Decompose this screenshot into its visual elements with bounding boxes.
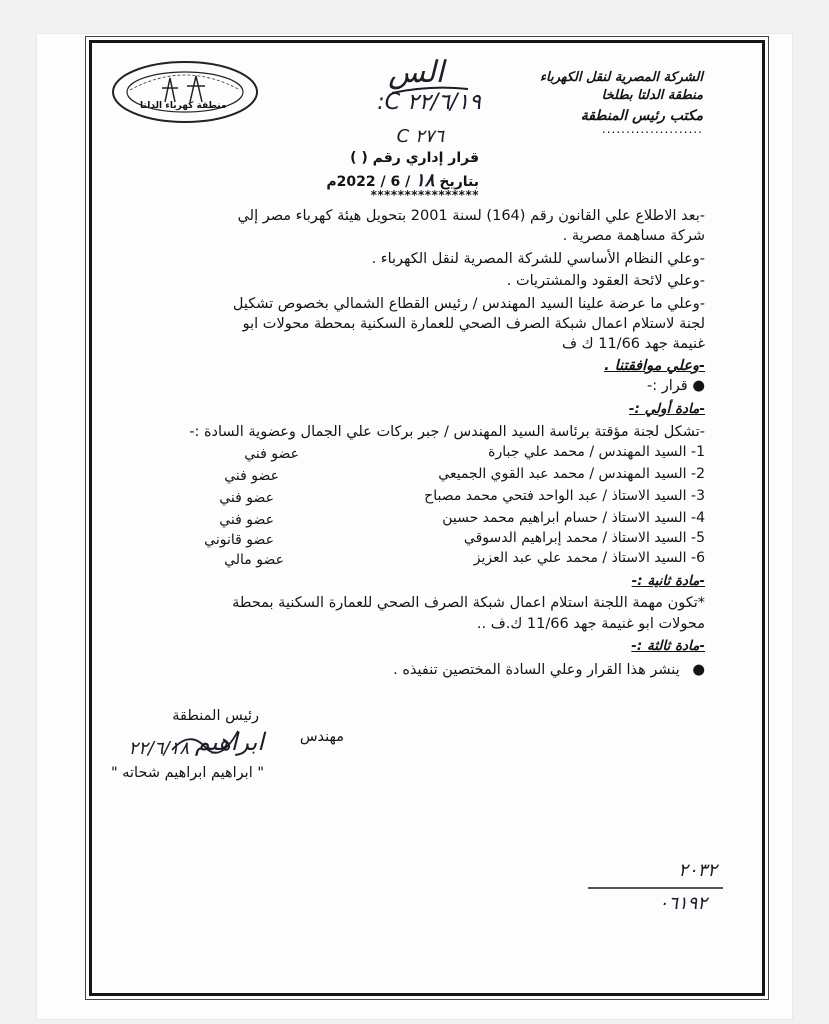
handwritten-ref-prefix: C <box>396 126 410 147</box>
decision-date-rest: / 6 / 2022م <box>326 174 411 190</box>
article1-intro: -تشكل لجنة مؤقتة برئاسة السيد المهندس / جبر بركات علي الجمال وعضوية السادة :- <box>189 424 705 440</box>
article1-heading: -مادة أولي :- <box>628 401 705 417</box>
signature-date: ٢٢/٦/١٨ <box>128 738 189 759</box>
office-name: مكتب رئيس المنطقة <box>580 108 703 124</box>
handwritten-ref-number: ٢٧٦ <box>414 126 444 147</box>
decision-title: قرار إداري رقم ( ) <box>350 150 479 166</box>
signature-name: " ابراهيم ابراهيم شحاته " <box>110 765 264 781</box>
preamble-line-3: -وعلي النظام الأساسي للشركة المصرية لنقل الكهرباء . <box>371 251 705 267</box>
member-2-role: عضو فني <box>224 468 279 484</box>
member-3-name: 3- السيد الاستاذ / عبد الواحد فتحي محمد مصباح <box>424 488 705 504</box>
handwritten-date-value: ٢٢/٦/١٩ <box>407 90 481 115</box>
member-5-name: 5- السيد الاستاذ / محمد إبراهيم الدسوقي <box>463 530 705 546</box>
decided-text: قرار :- <box>647 378 688 394</box>
region-name: منطقة الدلتا بطلخا <box>601 88 703 103</box>
signature-title: رئيس المنطقة <box>172 708 259 724</box>
bullet-icon: ● <box>692 662 705 678</box>
handwritten-date-prefix: C: <box>377 90 401 115</box>
member-5-role: عضو قانوني <box>204 532 274 548</box>
article3-text <box>393 660 705 680</box>
preamble-line-4: -وعلي لائحة العقود والمشتريات . <box>506 273 705 289</box>
footer-line <box>588 885 723 891</box>
company-stamp <box>110 60 260 125</box>
preamble-line-1: -بعد الاطلاع علي القانون رقم (164) لسنة 2001 بتحويل هيئة كهرباء مصر إلي <box>237 208 705 224</box>
company-name: الشركة المصرية لنقل الكهرباء <box>539 70 703 85</box>
member-2-name: 2- السيد المهندس / محمد عبد القوي الجميعي <box>438 466 705 482</box>
article2-text-line-2: محولات ابو غنيمة جهد 11/66 ك.ف .. <box>476 616 705 632</box>
article2-text-line-1: *تكون مهمة اللجنة استلام اعمال شبكة الصرف الصحي للعمارة السكنية بمحطة <box>232 595 705 611</box>
preamble-line-6: لجنة لاستلام اعمال شبكة الصرف الصحي للعمارة السكنية بمحطة محولات ابو <box>242 316 705 332</box>
approval-line: -وعلي موافقتنا . <box>604 358 705 374</box>
bullet-icon: ● <box>692 378 705 394</box>
member-1-role: عضو فني <box>244 446 299 462</box>
member-3-role: عضو فني <box>219 490 274 506</box>
member-4-name: 4- السيد الاستاذ / حسام ابراهيم محمد حسين <box>442 510 705 526</box>
preamble-line-7: غنيمة جهد 11/66 ك ف <box>562 336 705 352</box>
handwritten-ref <box>397 126 444 147</box>
preamble-line-5: -وعلي ما عرضة علينا السيد المهندس / رئيس القطاع الشمالي بخصوص تشكيل <box>232 296 705 312</box>
handwritten-initials: الس <box>388 55 444 90</box>
article2-heading: -مادة ثانية :- <box>631 573 705 589</box>
member-6-role: عضو مالي <box>224 552 284 568</box>
stamp-text: منطقة كهرباء الدلتا <box>140 101 227 111</box>
article3-text-value: ينشر هذا القرار وعلي السادة المختصين تنفيذه . <box>393 662 680 678</box>
signature-engineer: مهندس <box>299 729 344 745</box>
office-dots: ..................... <box>601 122 703 136</box>
signature-scribble <box>170 725 240 755</box>
decision-date-prefix: بتاريخ <box>439 174 479 190</box>
footer-note-1: ٢٠٣٢ <box>678 860 717 881</box>
decision-stars: **************** <box>370 188 479 202</box>
article3-heading: -مادة ثالثة :- <box>631 638 705 654</box>
member-1-name: 1- السيد المهندس / محمد علي جبارة <box>488 444 705 460</box>
member-4-role: عضو فني <box>219 512 274 528</box>
member-6-name: 6- السيد الاستاذ / محمد علي عبد العزيز <box>473 550 705 566</box>
handwritten-date <box>377 90 481 115</box>
preamble-line-2: شركة مساهمة مصرية . <box>562 228 705 244</box>
footer-note-2: ٠٦١٩٢ <box>658 893 707 914</box>
handwritten-signature: ابراهيم <box>194 728 264 756</box>
handwritten-day: ١٨ <box>415 170 435 191</box>
decided-line <box>647 376 705 396</box>
